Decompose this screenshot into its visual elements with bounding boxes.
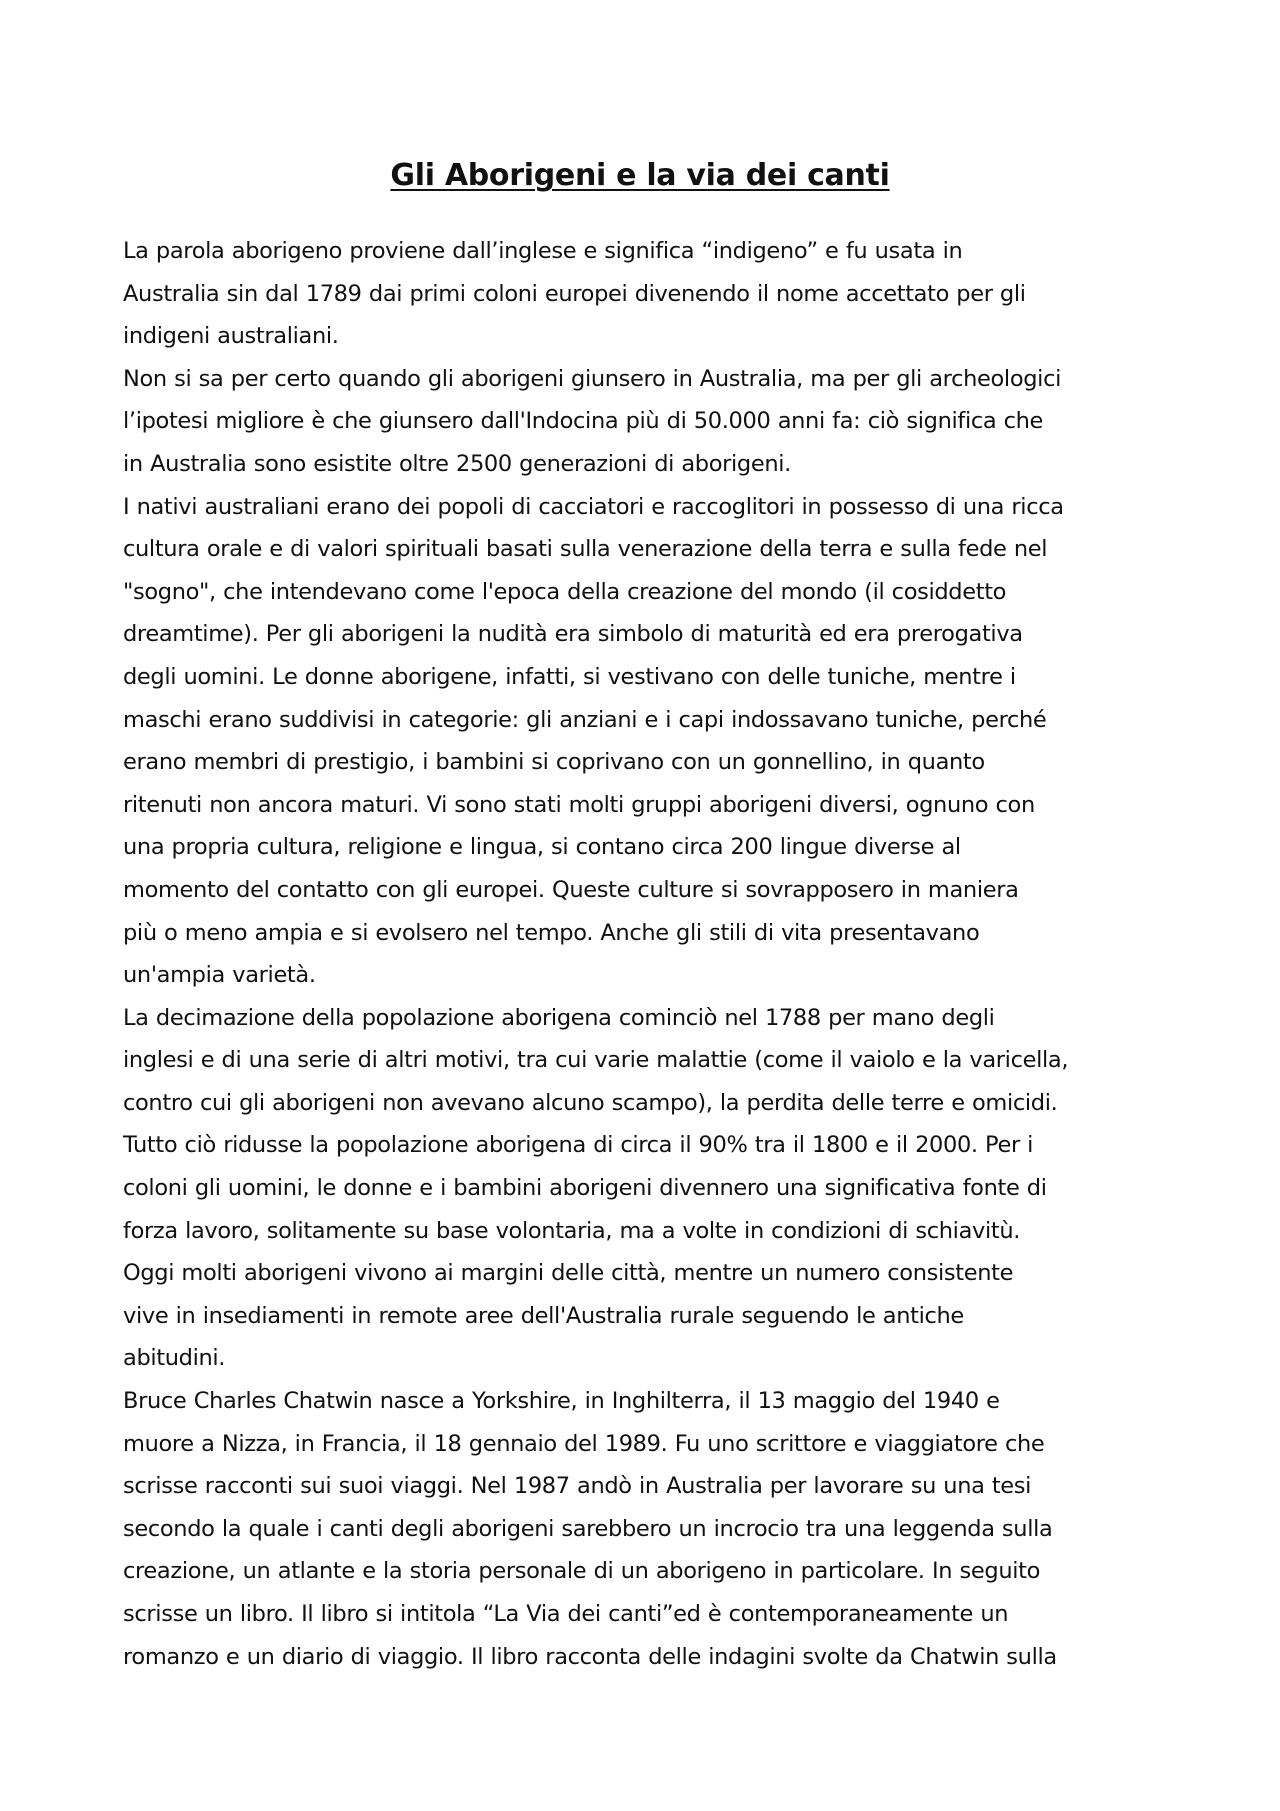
body-line: l’ipotesi migliore è che giunsero dall'Indocina più di 50.000 anni fa: ciò significa che <box>123 408 1044 435</box>
body-line: momento del contatto con gli europei. Queste culture si sovrapposero in maniera <box>123 876 1019 903</box>
body-line: contro cui gli aborigeni non avevano alcuno scampo), la perdita delle terre e omicidi. <box>123 1089 1058 1116</box>
body-line: indigeni australiani. <box>123 323 339 350</box>
body-line: La decimazione della popolazione aborigena cominciò nel 1788 per mano degli <box>123 1004 995 1031</box>
body-line: secondo la quale i canti degli aborigeni sarebbero un incrocio tra una leggenda sulla <box>123 1515 1053 1542</box>
body-line: Australia sin dal 1789 dai primi coloni europei divenendo il nome accettato per gli <box>123 280 1026 307</box>
document-body <box>123 230 1169 1678</box>
body-line: Bruce Charles Chatwin nasce a Yorkshire, in Inghilterra, il 13 maggio del 1940 e <box>123 1388 1000 1415</box>
body-line: dreamtime). Per gli aborigeni la nudità era simbolo di maturità ed era prerogativa <box>123 621 1023 648</box>
body-line: Oggi molti aborigeni vivono ai margini delle città, mentre un numero consistente <box>123 1260 1014 1287</box>
body-line: romanzo e un diario di viaggio. Il libro racconta delle indagini svolte da Chatwin sulla <box>123 1643 1057 1670</box>
document-title: Gli Aborigeni e la via dei canti <box>390 158 890 193</box>
body-line: ritenuti non ancora maturi. Vi sono stati molti gruppi aborigeni diversi, ognuno con <box>123 791 1035 818</box>
body-line: "sogno", che intendevano come l'epoca della creazione del mondo (il cosiddetto <box>123 578 1007 605</box>
body-line: erano membri di prestigio, i bambini si coprivano con un gonnellino, in quanto <box>123 749 985 776</box>
body-line: coloni gli uomini, le donne e i bambini aborigeni divennero una significativa fonte di <box>123 1175 1047 1202</box>
body-line: più o meno ampia e si evolsero nel tempo. Anche gli stili di vita presentavano <box>123 919 980 946</box>
body-line: in Australia sono esistite oltre 2500 generazioni di aborigeni. <box>123 450 791 477</box>
body-line: La parola aborigeno proviene dall’inglese e significa “indigeno” e fu usata in <box>123 238 963 264</box>
body-line: Non si sa per certo quando gli aborigeni giunsero in Australia, ma per gli archeologici <box>123 365 1061 392</box>
body-line: scrisse un libro. Il libro si intitola “La Via dei canti”ed è contemporaneamente un <box>123 1601 1009 1627</box>
body-line: una propria cultura, religione e lingua, si contano circa 200 lingue diverse al <box>123 834 961 861</box>
body-line: creazione, un atlante e la storia personale di un aborigeno in particolare. In seguito <box>123 1558 1041 1585</box>
body-line: degli uomini. Le donne aborigene, infatti, si vestivano con delle tuniche, mentre i <box>123 663 1016 690</box>
body-line: un'ampia varietà. <box>123 962 316 989</box>
body-line: forza lavoro, solitamente su base volontaria, ma a volte in condizioni di schiavitù. <box>123 1217 1021 1244</box>
body-line: Tutto ciò ridusse la popolazione aborigena di circa il 90% tra il 1800 e il 2000. Per i <box>123 1132 1034 1159</box>
body-line: abitudini. <box>123 1345 226 1372</box>
body-line: cultura orale e di valori spirituali basati sulla venerazione della terra e sulla fede nel <box>123 536 1048 563</box>
body-line: scrisse racconti sui suoi viaggi. Nel 1987 andò in Australia per lavorare su una tesi <box>123 1473 1032 1500</box>
body-line: vive in insediamenti in remote aree dell'Australia rurale seguendo le antiche <box>123 1302 964 1329</box>
body-line: maschi erano suddivisi in categorie: gli anziani e i capi indossavano tuniche, perché <box>123 706 1047 733</box>
body-line: muore a Nizza, in Francia, il 18 gennaio del 1989. Fu uno scrittore e viaggiatore che <box>123 1430 1045 1457</box>
body-line: inglesi e di una serie di altri motivi, tra cui varie malattie (come il vaiolo e la varicella, <box>123 1047 1069 1074</box>
body-line: I nativi australiani erano dei popoli di cacciatori e raccoglitori in possesso di una ricca <box>123 493 1064 520</box>
